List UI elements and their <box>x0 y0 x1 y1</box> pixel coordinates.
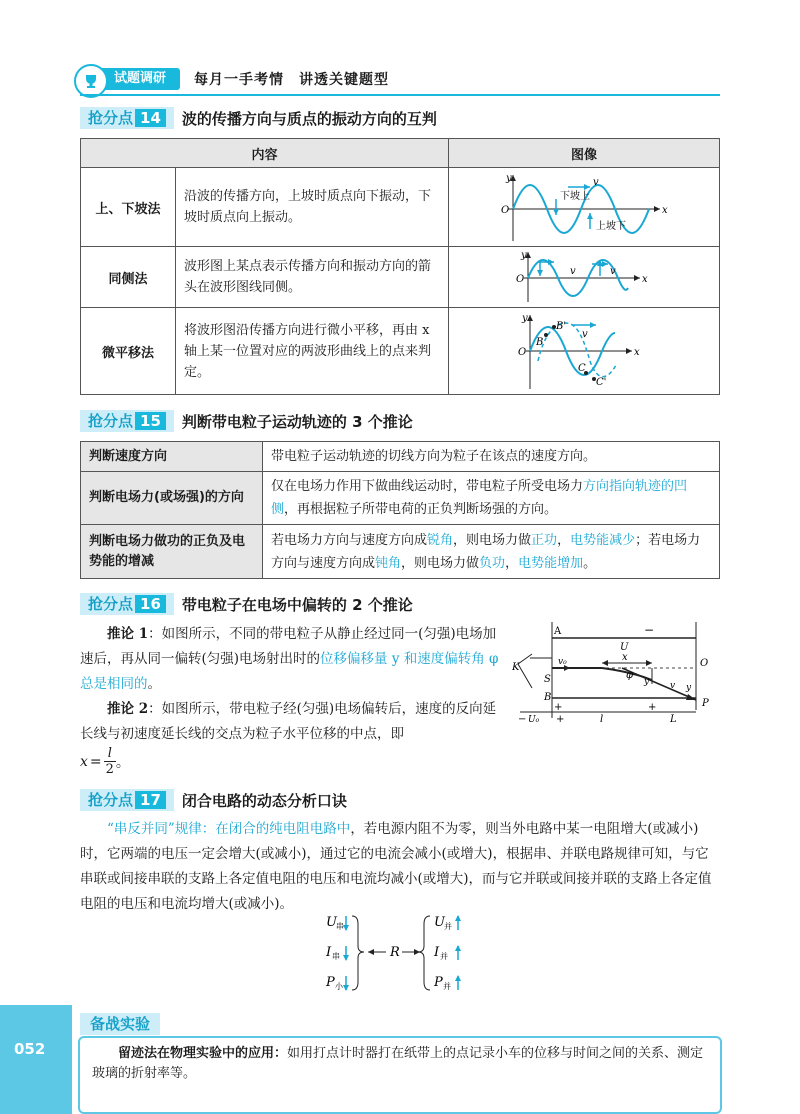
section-16-heading <box>80 593 413 615</box>
u-parallel-label: U <box>434 915 445 930</box>
axis-y-label: y <box>521 250 527 261</box>
u-series-sub: 串 <box>336 922 344 931</box>
p-parallel-sub: 并 <box>443 982 451 991</box>
velocity-v-label: v <box>670 681 676 691</box>
plate-k-label: K <box>512 662 520 673</box>
velocity-label: v <box>582 329 588 340</box>
point-o-label: O <box>700 658 709 669</box>
section-tag: 抢分点 16 <box>80 593 174 615</box>
section-tag: 抢分点 15 <box>80 410 174 432</box>
velocity-label: v <box>593 177 599 188</box>
wave-method-table <box>80 138 720 395</box>
axis-y-label: y <box>506 173 512 184</box>
deflection-figure <box>512 618 718 726</box>
p-parallel-label: P <box>434 975 443 990</box>
origin-label: O <box>518 347 527 358</box>
i-series-sub: 串 <box>332 952 340 961</box>
circuit-rule-diagram <box>320 910 500 998</box>
plus-label: + <box>554 702 563 713</box>
axis-x-label: x <box>634 347 640 358</box>
method-name: 微平移法 <box>81 308 176 395</box>
section-title: 判断带电粒子运动轨迹的 3 个推论 <box>181 412 413 431</box>
plate-a-label: A <box>554 626 562 637</box>
rule-text: 若电场力方向与速度方向成锐角，则电场力做正功，电势能减少；若电场力方向与速度方向成钝角，则电场力做负功，电势能增加。 <box>263 525 720 579</box>
section-15-heading <box>80 410 413 432</box>
velocity-label: v <box>570 266 576 277</box>
p-series-sub: 小 <box>335 982 343 991</box>
point-c-prime-label: C' <box>596 377 607 388</box>
plus-label: + <box>648 702 657 713</box>
voltage-u0-label: U₀ <box>528 715 540 725</box>
trophy-icon <box>74 64 108 98</box>
header-tag <box>80 68 180 90</box>
i-parallel-label: I <box>434 945 440 960</box>
header-title: 每月一手考情 讲透关键题型 <box>194 72 390 88</box>
p-series-label: P <box>326 975 335 990</box>
i-series-label: I <box>326 945 332 960</box>
rule-name: 判断电场力(或场强)的方向 <box>81 472 263 525</box>
point-s-label: S <box>544 674 551 685</box>
section-tag: 抢分点 14 <box>80 107 174 129</box>
downhill-label: 下坡上 <box>560 191 590 202</box>
prep-experiment-tag: 备战实验 <box>80 1013 160 1035</box>
origin-label: O <box>501 205 510 216</box>
velocity-label: v <box>610 266 616 277</box>
section-title: 波的传播方向与质点的振动方向的互判 <box>181 109 437 128</box>
point-b-label: B <box>536 337 544 348</box>
section-tag: 抢分点 17 <box>80 789 174 811</box>
method-text: 沿波的传播方向，上坡时质点向下振动，下坡时质点向上振动。 <box>176 168 449 247</box>
rule-text: 仅在电场力作用下做曲线运动时，带电粒子所受电场力方向指向轨迹的凹侧，再根据粒子所带电荷的正负判断场强的方向。 <box>263 472 720 525</box>
slope-method-figure <box>449 168 720 247</box>
minus-label: − <box>518 714 527 725</box>
section-title: 带电粒子在电场中偏转的 2 个推论 <box>181 595 413 614</box>
method-text: 将波形图沿传播方向进行微小平移，再由 x 轴上某一位置对应的两波形曲线上的点来判定。 <box>176 308 449 395</box>
point-p-label: P <box>702 698 709 709</box>
corollary-1: 推论 1：如图所示，不同的带电粒子从静止经过同一(匀强)电场加速后，再从同一偏转(匀强)电场射出时的位移偏移量 y 和速度偏转角 φ 总是相同的。 <box>80 626 499 692</box>
rule-paragraph: “串反并同”规律：在闭合的纯电阻电路中，若电源内阻不为零，则当外电路中某一电阻增大(或减小)时，它两端的电压一定会增大(或减小)，通过它的电流会减小(或增大)，根据串、并联电路规律可知，与它串联或间接串联的支路上各定值电阻的电压和电流均减小(或增大)，而与它并联或间接并联的支路上各定值电阻的电压和电流均增大(或减小)。 <box>80 821 712 912</box>
midpoint-formula: x = $\frac{l}{2}$ 。 <box>80 746 130 777</box>
x-label: x <box>622 652 628 663</box>
section-14-heading <box>80 107 437 129</box>
same-side-figure <box>449 247 720 308</box>
uphill-label: 上坡下 <box>596 221 626 232</box>
micro-shift-figure <box>449 308 720 395</box>
section-title: 闭合电路的动态分析口诀 <box>181 791 347 810</box>
header-tag-text: 试题调研 <box>114 71 167 86</box>
u-parallel-sub: 并 <box>444 922 452 931</box>
axis-x-label: x <box>662 205 668 216</box>
axis-x-label: x <box>642 274 648 285</box>
point-c-label: C <box>578 363 586 374</box>
angle-phi-label: φ <box>626 670 634 681</box>
i-parallel-sub: 并 <box>440 952 448 961</box>
page-number: 052 <box>14 1040 46 1058</box>
method-name: 上、下坡法 <box>81 168 176 247</box>
voltage-u-label: U <box>620 642 629 653</box>
plus-label: + <box>556 714 565 725</box>
velocity-v0-label: v₀ <box>558 657 567 667</box>
table-header: 内容 <box>81 139 449 168</box>
table-header: 图像 <box>449 139 720 168</box>
method-text: 波形图上某点表示传播方向和振动方向的箭头在波形图线同侧。 <box>176 247 449 308</box>
y-label: y <box>686 683 692 693</box>
method-name: 同侧法 <box>81 247 176 308</box>
trajectory-table <box>80 441 720 579</box>
axis-y-label: y <box>522 313 528 324</box>
rule-text: 带电粒子运动轨迹的切线方向为粒子在该点的速度方向。 <box>263 442 720 472</box>
plate-b-label: B <box>544 692 552 703</box>
distance-l-label: L <box>670 714 677 725</box>
rule-name: 判断电场力做功的正负及电势能的增减 <box>81 525 263 579</box>
running-header <box>80 66 389 92</box>
resistor-r-label: R <box>390 945 400 960</box>
point-b-prime-label: B' <box>556 321 567 332</box>
prep-experiment-text: 留迹法在物理实验中的应用：如用打点计时器打在纸带上的点记录小车的位移与时间之间的关系、测定玻璃的折射率等。 <box>92 1046 704 1081</box>
page-sidebar <box>0 1005 72 1114</box>
rule-name: 判断速度方向 <box>81 442 263 472</box>
corollary-2: 推论 2：如图所示，带电粒子经(匀强)电场偏转后，速度的反向延长线与初速度延长线的交点为粒子水平位移的中点，即 <box>80 701 497 742</box>
length-l-label: l <box>600 714 604 725</box>
minus-top-label: − <box>644 623 655 637</box>
header-divider <box>80 94 720 96</box>
origin-label: O <box>516 274 525 285</box>
u-series-label: U <box>326 915 337 930</box>
section-17-heading <box>80 789 347 811</box>
y-label: y <box>644 677 650 687</box>
